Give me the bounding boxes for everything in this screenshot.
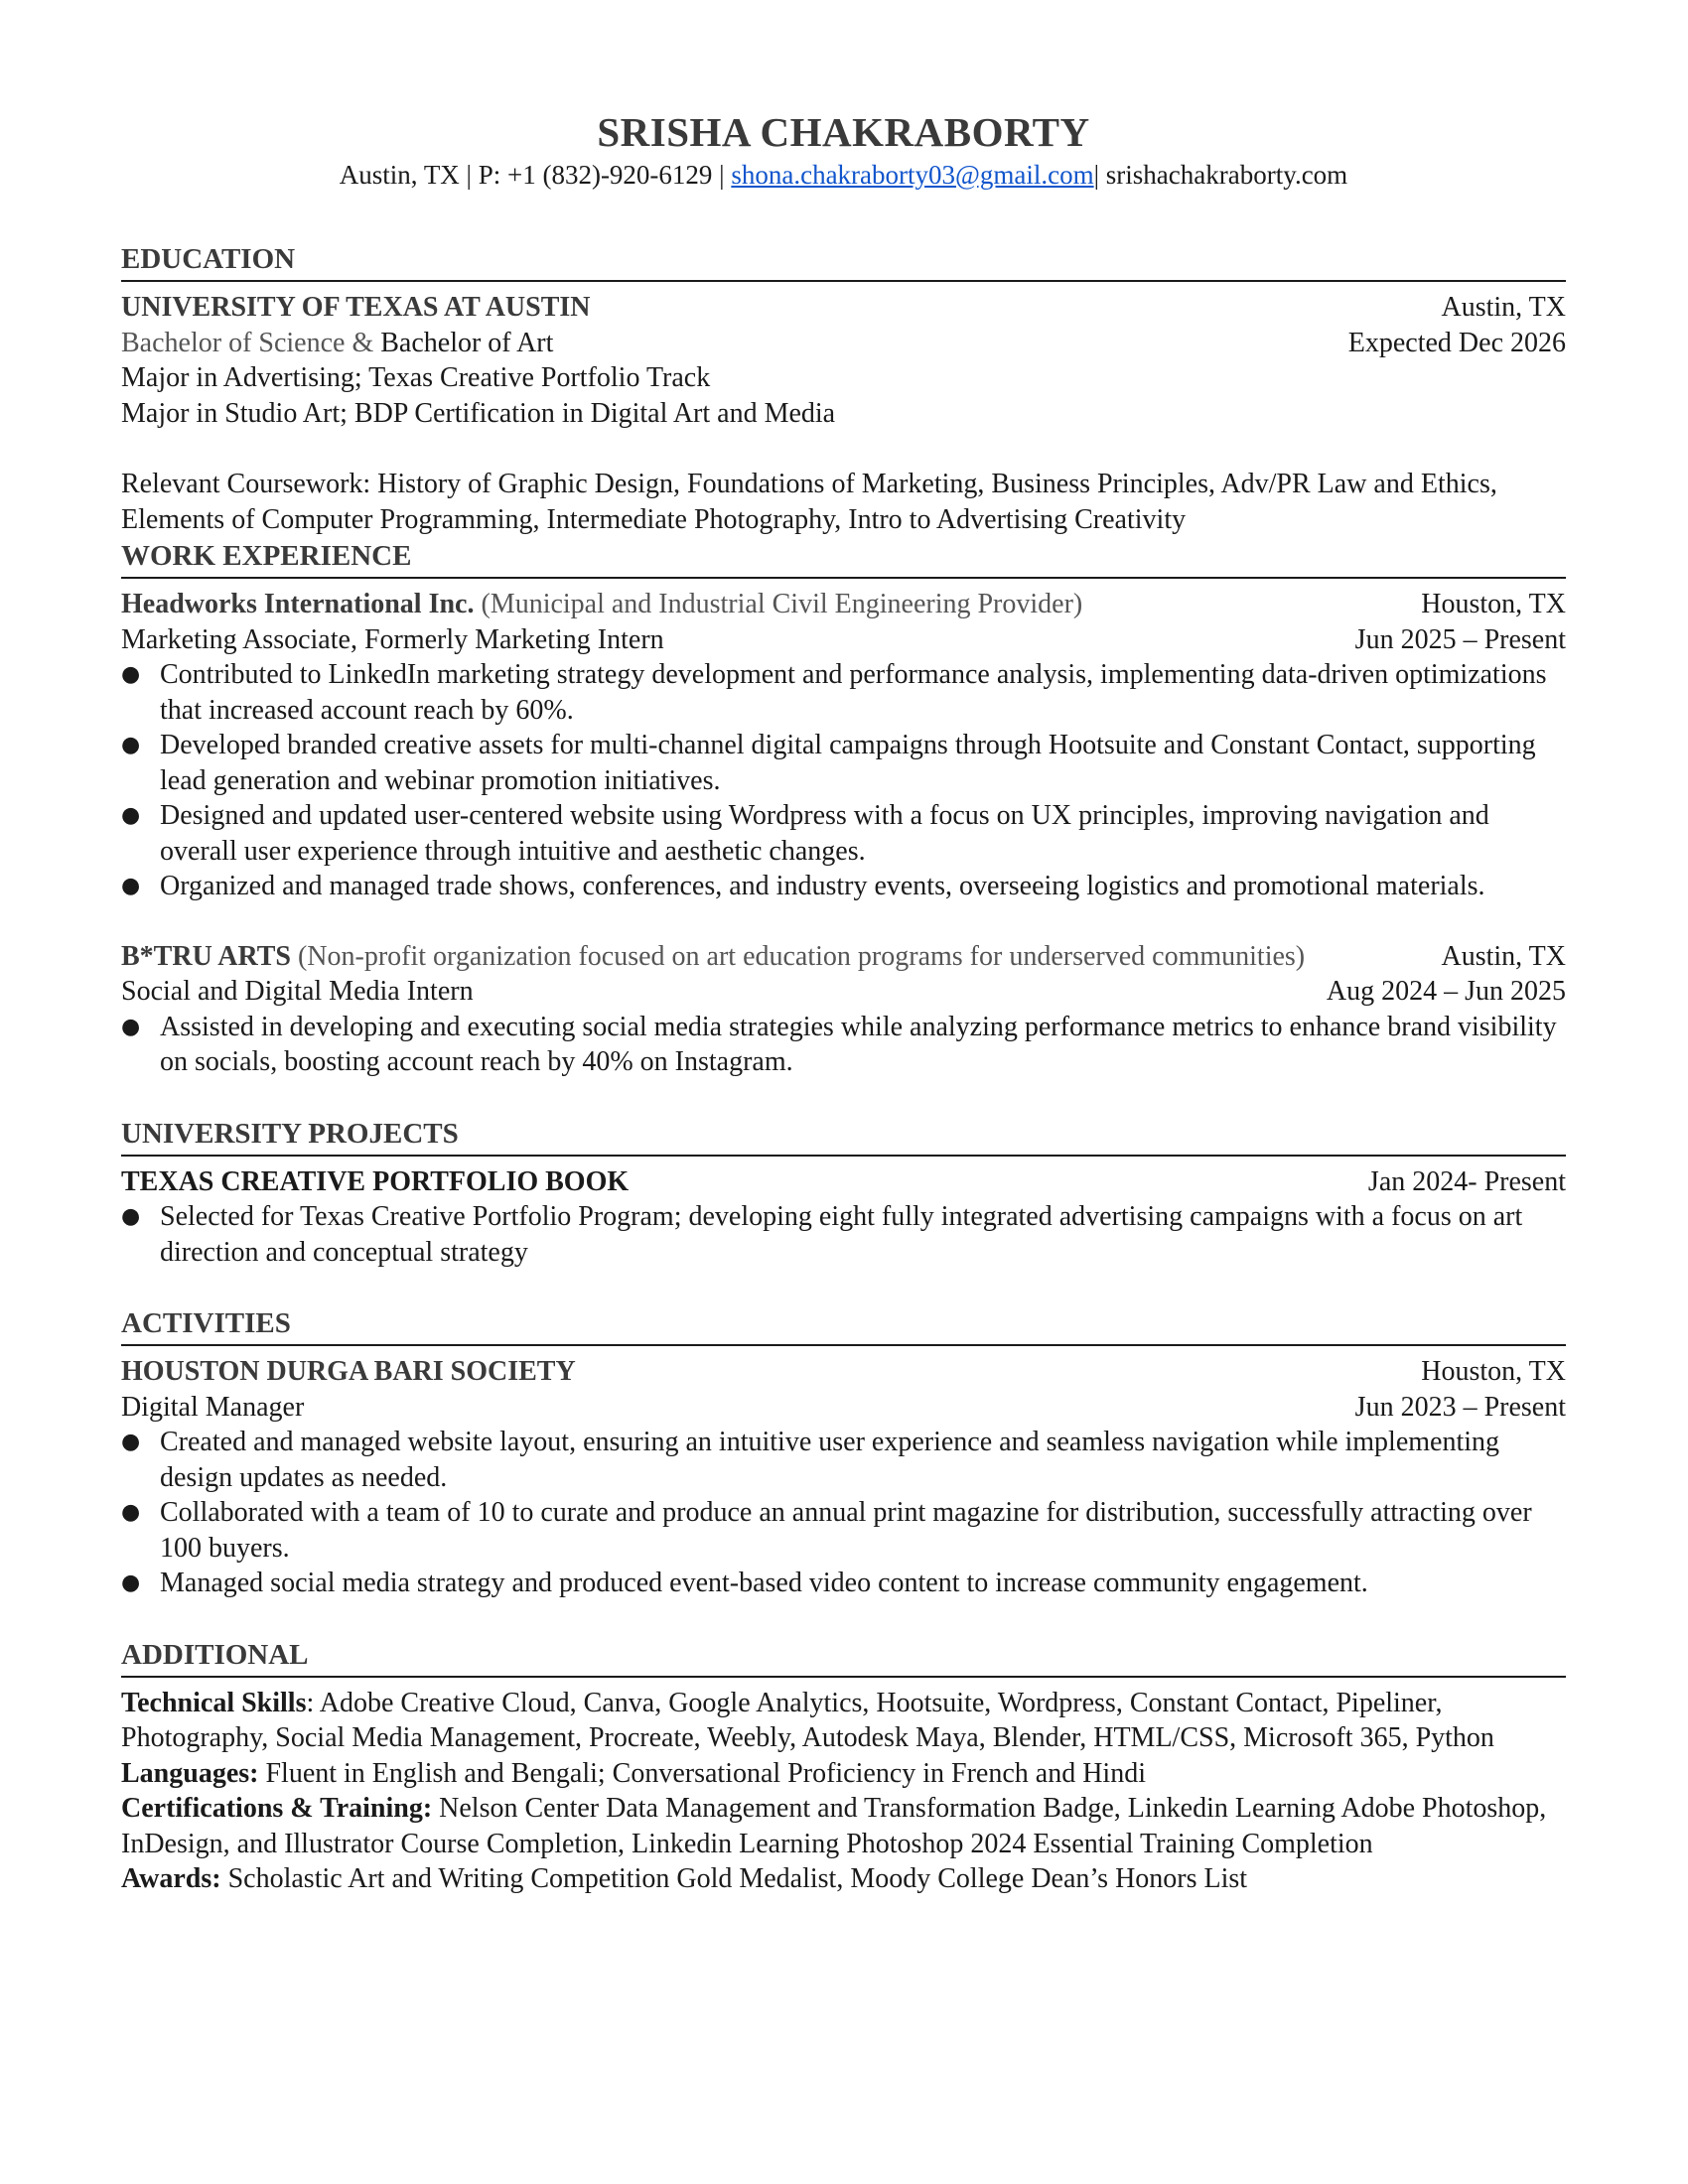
degree-date: Expected Dec 2026 bbox=[1347, 327, 1566, 358]
activity-bullets bbox=[121, 1425, 1566, 1601]
section-additional-title: ADDITIONAL bbox=[121, 1636, 1566, 1678]
job-2-date: Aug 2024 – Jun 2025 bbox=[1326, 976, 1566, 1007]
languages-label: Languages: bbox=[121, 1757, 259, 1789]
list-item: ● Managed social media strategy and produced event-based video content to increase community engagement. bbox=[121, 1566, 1566, 1601]
project-name: TEXAS CREATIVE PORTFOLIO BOOK bbox=[121, 1165, 630, 1197]
education-school-row bbox=[121, 290, 1566, 326]
email-link[interactable]: shona.chakraborty03@gmail.com bbox=[731, 160, 1094, 190]
awards bbox=[121, 1861, 1566, 1897]
major-advertising: Major in Advertising; Texas Creative Portfolio Track bbox=[121, 362, 711, 393]
technical-skills-label: Technical Skills bbox=[121, 1687, 307, 1718]
awards-label: Awards: bbox=[121, 1863, 221, 1894]
list-item: ● Organized and managed trade shows, conferences, and industry events, overseeing logistics and promotional materials. bbox=[121, 869, 1566, 904]
job-2-org-desc: (Non-profit organization focused on art education programs for underserved communities) bbox=[297, 940, 1306, 972]
relevant-coursework: Relevant Coursework: History of Graphic Design, Foundations of Marketing, Business Principles, Adv/PR Law and Ethics, Elements of Computer Programming, Intermediate Photography, Intro to Advertising Creativity bbox=[121, 469, 1497, 535]
section-projects-title: UNIVERSITY PROJECTS bbox=[121, 1115, 1566, 1157]
job-1-org bbox=[121, 587, 1082, 622]
contact-prefix: Austin, TX | P: +1 (832)-920-6129 | bbox=[339, 160, 725, 190]
job-1-org-row bbox=[121, 587, 1566, 622]
technical-skills bbox=[121, 1686, 1566, 1756]
section-work-title: WORK EXPERIENCE bbox=[121, 537, 1566, 579]
languages-text: Fluent in English and Bengali; Conversational Proficiency in French and Hindi bbox=[258, 1757, 1146, 1789]
job-2-org-row bbox=[121, 939, 1566, 975]
activity-org: HOUSTON DURGA BARI SOCIETY bbox=[121, 1356, 576, 1387]
list-item: ● Developed branded creative assets for multi-channel digital campaigns through Hootsuite and Constant Contact, supporting lead generation and webinar promotion initiatives. bbox=[121, 728, 1566, 798]
job-1-location: Houston, TX bbox=[1421, 589, 1566, 619]
major-studio-art: Major in Studio Art; BDP Certification in Digital Art and Media bbox=[121, 397, 836, 429]
job-2-location: Austin, TX bbox=[1441, 940, 1566, 972]
project-row bbox=[121, 1164, 1566, 1200]
job-1-org-name: Headworks International Inc. bbox=[121, 589, 475, 619]
list-item: ● Created and managed website layout, ensuring an intuitive user experience and seamless navigation while implementing design updates as needed. bbox=[121, 1425, 1566, 1495]
job-2-role-row bbox=[121, 974, 1566, 1010]
degree bbox=[121, 326, 553, 361]
job-1-org-desc: (Municipal and Industrial Civil Engineering Provider) bbox=[481, 589, 1083, 619]
contact-suffix: | srishachakraborty.com bbox=[1093, 160, 1348, 190]
project-bullets bbox=[121, 1199, 1566, 1270]
technical-skills-text: : Adobe Creative Cloud, Canva, Google Analytics, Hootsuite, Wordpress, Constant Contact, Pipeliner, Photography, Social Media Management, Procreate, Weebly, Autodesk Maya, Blender, HTML/CSS, Microsoft 365, Python bbox=[121, 1687, 1494, 1753]
awards-text: Scholastic Art and Writing Competition Gold Medalist, Moody College Dean’s Honors List bbox=[220, 1863, 1248, 1894]
job-2-bullets bbox=[121, 1010, 1566, 1080]
job-2-org bbox=[121, 939, 1305, 975]
activity-date: Jun 2023 – Present bbox=[1354, 1391, 1566, 1423]
certifications-text: Nelson Center Data Management and Transformation Badge, Linkedin Learning Adobe Photoshop, InDesign, and Illustrator Course Completion, Linkedin Learning Photoshop 2024 Essential Training Completion bbox=[121, 1793, 1547, 1859]
job-1-role-row bbox=[121, 622, 1566, 658]
certifications-label: Certifications & Training: bbox=[121, 1793, 433, 1824]
activity-org-row bbox=[121, 1354, 1566, 1390]
languages bbox=[121, 1756, 1566, 1792]
job-2-org-name: B*TRU ARTS bbox=[121, 940, 291, 972]
school-name: UNIVERSITY OF TEXAS AT AUSTIN bbox=[121, 292, 591, 323]
certifications bbox=[121, 1791, 1566, 1861]
contact-line bbox=[121, 157, 1566, 193]
section-education-title: EDUCATION bbox=[121, 240, 1566, 282]
job-1-date: Jun 2025 – Present bbox=[1354, 623, 1566, 655]
degree-part-2: Bachelor of Art bbox=[380, 327, 554, 358]
list-item: ● Collaborated with a team of 10 to curate and produce an annual print magazine for distribution, successfully attracting over 100 buyers. bbox=[121, 1495, 1566, 1566]
resume-content bbox=[121, 107, 1566, 1897]
section-activities-title: ACTIVITIES bbox=[121, 1304, 1566, 1346]
job-2-role: Social and Digital Media Intern bbox=[121, 976, 474, 1007]
activity-role: Digital Manager bbox=[121, 1391, 305, 1423]
list-item: ● Contributed to LinkedIn marketing strategy development and performance analysis, implementing data-driven optimizations that increased account reach by 60%. bbox=[121, 657, 1566, 728]
activity-location: Houston, TX bbox=[1421, 1356, 1566, 1387]
job-1-role: Marketing Associate, Formerly Marketing Intern bbox=[121, 623, 664, 655]
project-date: Jan 2024- Present bbox=[1367, 1165, 1566, 1197]
activity-role-row bbox=[121, 1390, 1566, 1426]
list-item: ● Assisted in developing and executing social media strategies while analyzing performance metrics to enhance brand visibility on socials, boosting account reach by 40% on Instagram. bbox=[121, 1010, 1566, 1080]
education-degree-row bbox=[121, 326, 1566, 361]
degree-part-1: Bachelor of Science & bbox=[121, 327, 374, 358]
candidate-name: SRISHA CHAKRABORTY bbox=[597, 109, 1090, 155]
list-item: ● Selected for Texas Creative Portfolio Program; developing eight fully integrated advertising campaigns with a focus on art direction and conceptual strategy bbox=[121, 1199, 1566, 1270]
job-1-bullets bbox=[121, 657, 1566, 904]
school-location: Austin, TX bbox=[1441, 292, 1566, 323]
list-item: ● Designed and updated user-centered website using Wordpress with a focus on UX principles, improving navigation and overall user experience through intuitive and aesthetic changes. bbox=[121, 798, 1566, 869]
